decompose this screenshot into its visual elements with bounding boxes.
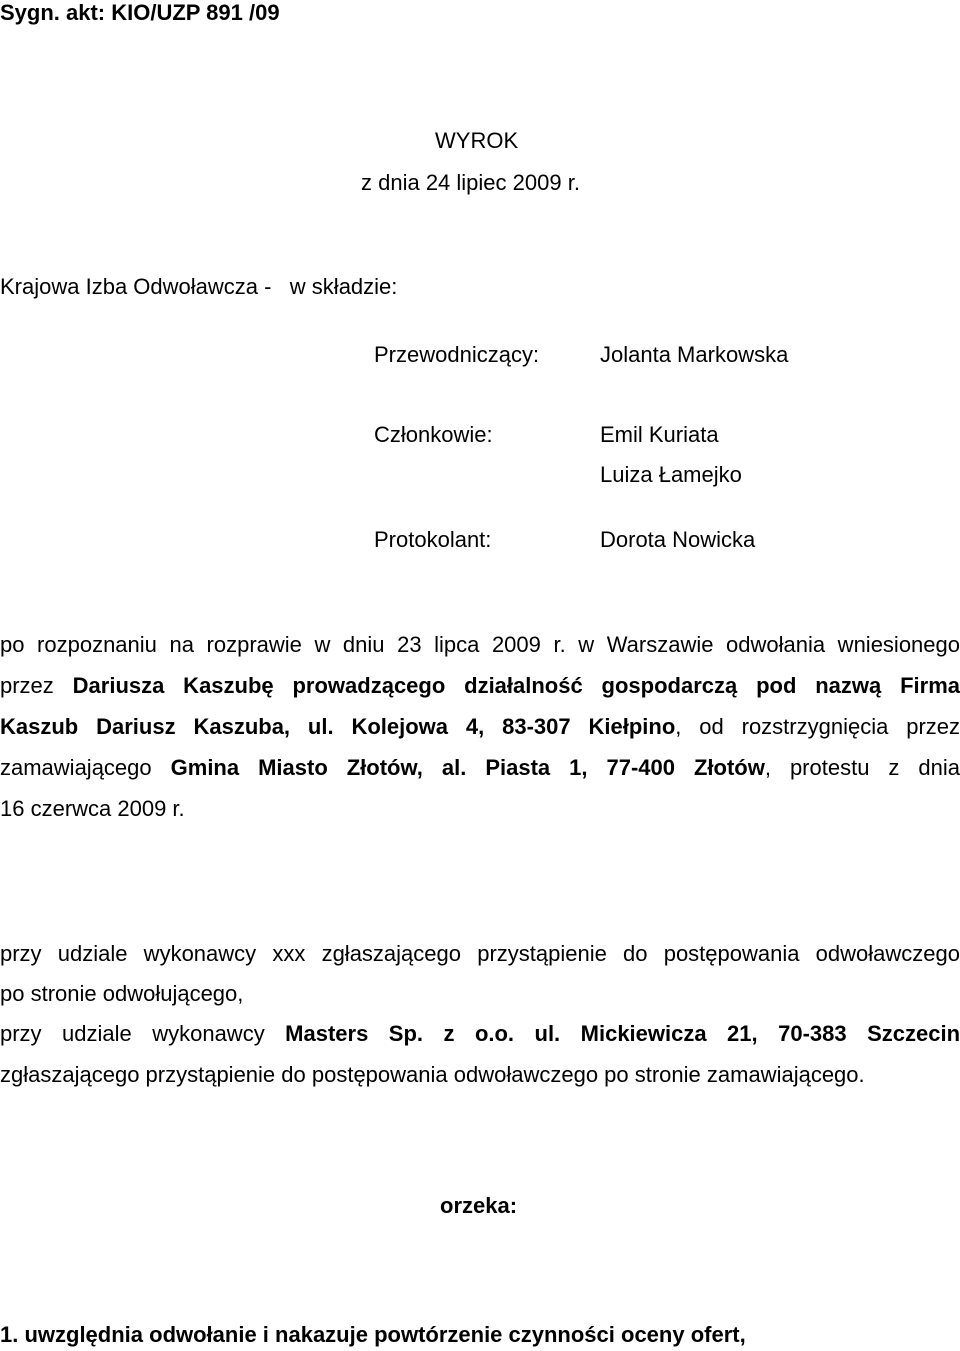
member-name: Emil Kuriata xyxy=(600,422,719,447)
paragraph-1-line xyxy=(0,714,960,740)
document-title: WYROK xyxy=(435,128,519,153)
text-run: przy udziale wykonawcy xyxy=(0,1021,265,1046)
judgment-date: z dnia 24 lipiec 2009 r. xyxy=(361,170,580,195)
text-run: przez xyxy=(0,673,54,698)
appellant-name: Dariusza Kaszubę prowadzącego działalność gospodarczą pod nazwą Firma xyxy=(72,673,960,698)
text-run: przy udziale wykonawcy xxx zgłaszającego przystąpienie do postępowania odwoławczego xyxy=(0,941,960,966)
paragraph-2-line xyxy=(0,941,960,967)
chamber-name: Krajowa Izba Odwoławcza xyxy=(0,274,259,299)
members-label: Członkowie: xyxy=(374,422,493,447)
chair-name: Jolanta Markowska xyxy=(600,342,789,367)
decision-label: orzeka: xyxy=(440,1193,518,1218)
paragraph-2-line: zgłaszającego przystąpienie do postępowania odwoławczego po stronie zamawiającego. xyxy=(0,1062,865,1087)
text-run: po rozpoznaniu na rozprawie w dniu 23 lipca 2009 r. w Warszawie odwołania wniesionego xyxy=(0,632,960,657)
text-run: , od rozstrzygnięcia przez xyxy=(675,714,960,739)
intervening-contractor: Masters Sp. z o.o. ul. Mickiewicza 21, 70-383 Szczecin xyxy=(285,1021,960,1046)
clerk-name: Dorota Nowicka xyxy=(600,527,756,552)
case-reference: Sygn. akt: KIO/UZP 891 /09 xyxy=(0,0,280,25)
paragraph-1-line: 16 czerwca 2009 r. xyxy=(0,796,185,821)
contracting-authority: Gmina Miasto Złotów, al. Piasta 1, 77-400 Złotów xyxy=(170,755,765,780)
text-run: zamawiającego xyxy=(0,755,152,780)
chair-label: Przewodniczący: xyxy=(374,342,540,367)
paragraph-1-line xyxy=(0,632,960,658)
text-run: , protestu z dnia xyxy=(764,755,960,780)
paragraph-1-line xyxy=(0,673,960,699)
panel-intro-rest: - w składzie: xyxy=(264,274,398,299)
paragraph-2-line xyxy=(0,1021,960,1047)
appellant-address: Kaszub Dariusz Kaszuba, ul. Kolejowa 4, 83-307 Kiełpino xyxy=(0,714,676,739)
clerk-label: Protokolant: xyxy=(374,527,492,552)
paragraph-1-line xyxy=(0,755,960,781)
paragraph-2-line: po stronie odwołującego, xyxy=(0,981,244,1006)
ruling-point-1: 1. uwzględnia odwołanie i nakazuje powtórzenie czynności oceny ofert, xyxy=(0,1322,746,1347)
member-name: Luiza Łamejko xyxy=(600,462,742,487)
panel-intro xyxy=(0,274,397,300)
